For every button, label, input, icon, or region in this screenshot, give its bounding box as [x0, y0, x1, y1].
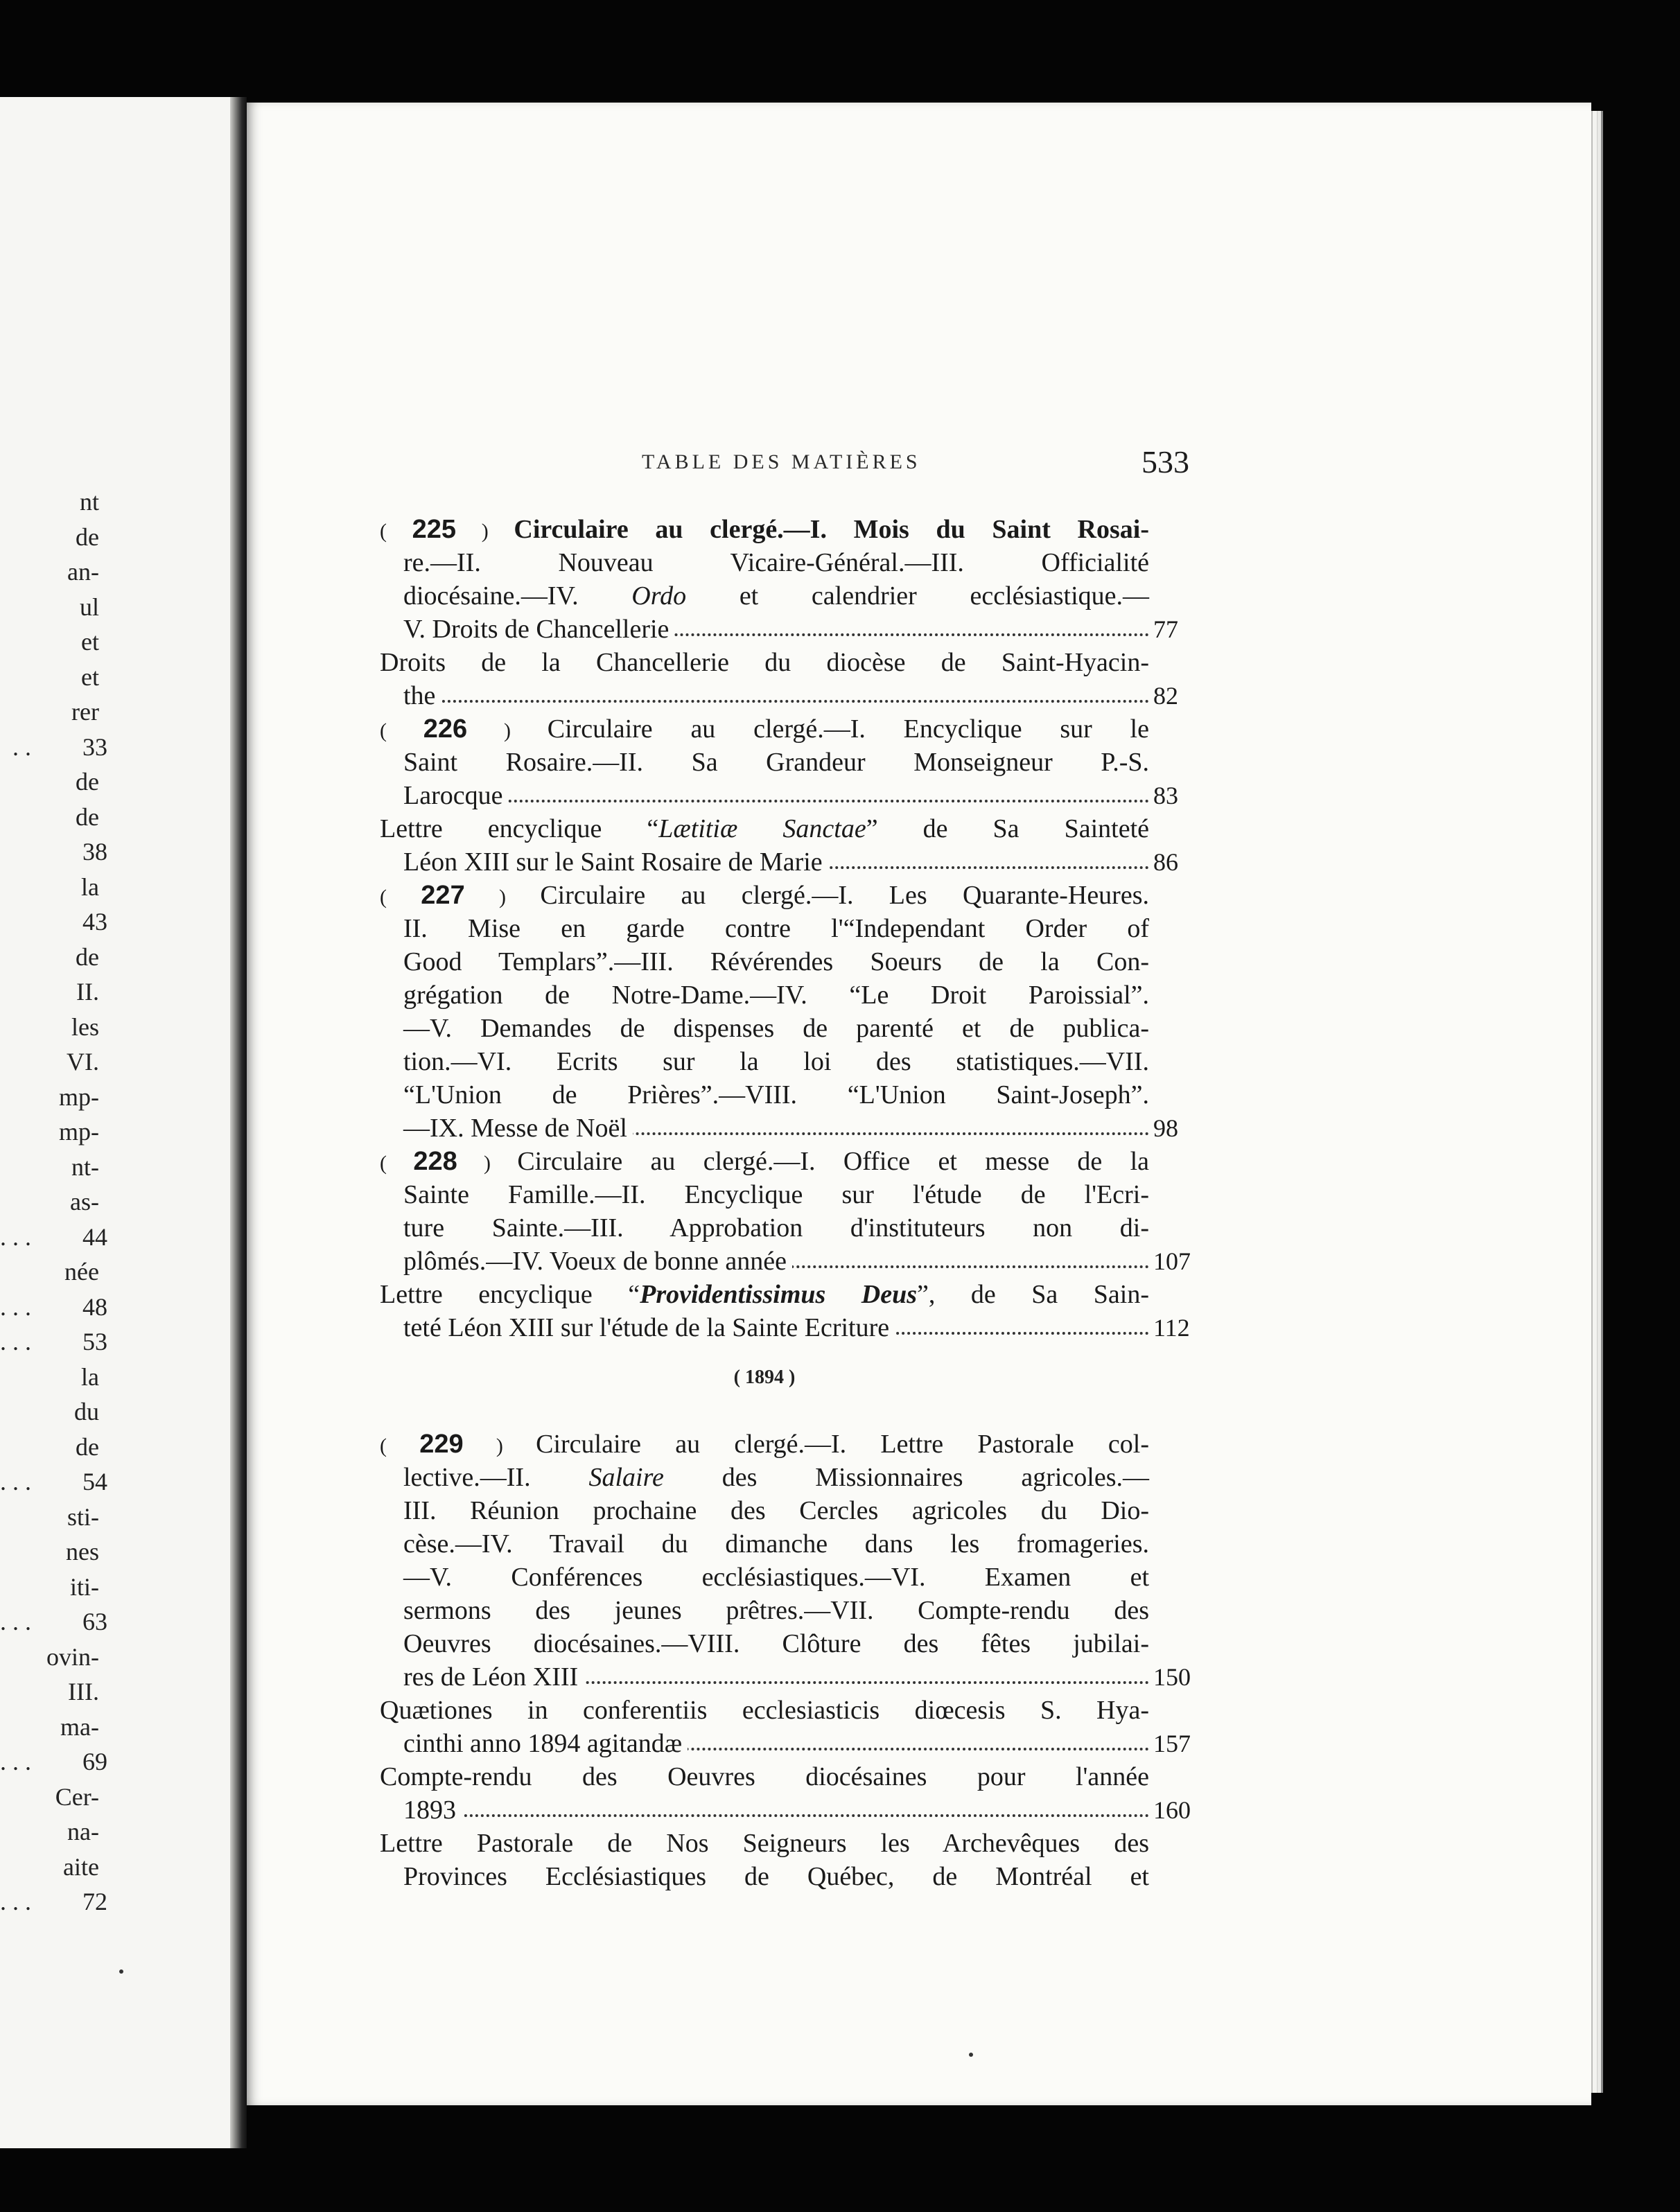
previous-page-number: 63: [82, 1608, 107, 1635]
entry-text: Circulaire au clergé.—I. Encyclique sur le: [547, 714, 1149, 744]
entry-text: Circulaire au clergé.—I. Lettre Pastorale col-: [536, 1430, 1149, 1459]
entry-text: “L'Union de Prières”.—VIII. “L'Union Saint-Joseph”.: [403, 1080, 1149, 1109]
book-gutter: [230, 97, 247, 2148]
previous-page-line: [0, 1885, 232, 1918]
previous-page-number: 54: [82, 1468, 107, 1495]
previous-page-line: [0, 1325, 232, 1358]
previous-page-line: [0, 1150, 232, 1184]
previous-page-text: . .: [12, 732, 31, 761]
previous-page-text: aite: [63, 1852, 99, 1881]
entry-italic-text: Providentissimus Deus: [640, 1280, 918, 1309]
entry-text: Lettre encyclique “: [380, 814, 659, 843]
previous-page-text: an-: [67, 558, 99, 586]
entry-text: re.—II. Nouveau Vicaire-Général.—III. Officialité: [403, 548, 1149, 577]
toc-entry-lettre-pastorale: [380, 1827, 1191, 1893]
previous-page-text: de: [76, 802, 99, 831]
entry-page-number: 86: [1153, 848, 1178, 876]
previous-page-line: [0, 1850, 232, 1884]
previous-page: [0, 97, 232, 2148]
previous-page-text: na-: [67, 1818, 99, 1845]
previous-page-text: et: [81, 628, 99, 656]
entry-page-number: 98: [1153, 1114, 1178, 1142]
previous-page-text: . . .: [0, 1292, 31, 1321]
previous-page-line: [0, 1080, 232, 1114]
previous-page-line: [0, 520, 232, 554]
previous-page-line: [0, 765, 232, 798]
previous-page-text: iti-: [70, 1572, 99, 1601]
entry-page-number: 82: [1153, 682, 1178, 710]
previous-page-line: [0, 975, 232, 1008]
circular-number: 227: [421, 881, 465, 910]
entry-text: ” de Sa Sainteté: [866, 814, 1149, 843]
entry-text: teté Léon XIII sur l'étude de la Sainte Ecriture: [403, 1313, 895, 1342]
entry-text: tion.—VI. Ecrits sur la loi des statistiques.—VII.: [403, 1047, 1149, 1076]
previous-page-number: 44: [82, 1222, 107, 1251]
previous-page-line: [0, 625, 232, 658]
previous-page-number: 69: [82, 1748, 107, 1775]
page-number: 533: [1141, 444, 1189, 480]
previous-page-line: [0, 590, 232, 624]
entry-text: Provinces Ecclésiastiques de Québec, de Montréal et: [403, 1862, 1149, 1891]
previous-page-text: ma-: [60, 1712, 99, 1741]
previous-page-text: rer: [71, 698, 99, 726]
entry-text: Circulaire au clergé.—I. Office et messe de la: [517, 1147, 1149, 1176]
entry-text: —V. Demandes de dispenses de parenté et de publica-: [403, 1014, 1149, 1043]
previous-page-text: de: [76, 1432, 99, 1461]
toc-entry-compte-rendu: [380, 1760, 1191, 1827]
previous-page-text: la: [81, 1362, 99, 1391]
entry-text: 1893: [403, 1796, 462, 1825]
previous-page-line: [0, 1430, 232, 1464]
entry-italic-text: Salaire: [588, 1463, 664, 1492]
dot-leader: [403, 700, 1149, 703]
circular-number: 225: [412, 515, 457, 544]
previous-page-line: [0, 1185, 232, 1218]
toc-entry-droits-chancellerie: [380, 646, 1191, 712]
previous-page-text: de: [76, 768, 99, 796]
entry-text: Sainte Famille.—II. Encyclique sur l'étude de l'Ecri-: [403, 1180, 1149, 1209]
entry-page-number: 160: [1153, 1796, 1191, 1824]
previous-page-line: [0, 1500, 232, 1534]
previous-page-line: [0, 1815, 232, 1848]
entry-text: Compte-rendu des Oeuvres diocésaines pour l'année: [380, 1762, 1149, 1791]
previous-page-text: . . .: [0, 1608, 31, 1635]
entry-text: Lettre Pastorale de Nos Seigneurs les Archevêques des: [380, 1829, 1149, 1858]
previous-page-text: ovin-: [46, 1642, 99, 1671]
previous-page-text: sti-: [67, 1502, 99, 1531]
entry-text: et calendrier ecclésiastique.—: [739, 581, 1150, 611]
previous-page-line: [0, 1045, 232, 1078]
previous-page-line: [0, 1675, 232, 1708]
entry-text: the: [403, 681, 441, 710]
dot-leader: [403, 1814, 1149, 1817]
entry-text: plômés.—IV. Voeux de bonne année: [403, 1247, 792, 1276]
previous-page-line: [0, 485, 232, 518]
previous-page-line: [0, 1710, 232, 1744]
previous-page-text: . . .: [0, 1748, 31, 1775]
previous-page-text: nt-: [71, 1152, 99, 1181]
previous-page-text: . . .: [0, 1328, 31, 1355]
running-title: TABLE DES MATIÈRES: [642, 450, 921, 473]
entry-text: Circulaire au clergé.—I. Les Quarante-Heures.: [540, 881, 1149, 910]
previous-page-text: II.: [76, 978, 99, 1006]
previous-page-number: 38: [82, 838, 107, 866]
previous-page-number: 48: [82, 1292, 107, 1321]
entry-text: III. Réunion prochaine des Cercles agricoles du Dio-: [403, 1496, 1149, 1525]
toc-entry-quaestiones: [380, 1694, 1191, 1760]
entry-text: —IX. Messe de Noël: [403, 1114, 633, 1143]
previous-page-line: [0, 1220, 232, 1254]
previous-page-text: née: [64, 1258, 99, 1285]
previous-page-text: III.: [68, 1678, 99, 1705]
previous-page-number: 33: [82, 732, 107, 761]
previous-page-line: [0, 1360, 232, 1394]
year-heading: ( 1894 ): [733, 1367, 796, 1388]
previous-page-line: [0, 1570, 232, 1604]
previous-page-text: nt: [79, 488, 99, 516]
previous-page-text: as-: [70, 1188, 99, 1215]
previous-page-text: la: [81, 872, 99, 901]
entry-page-number: 150: [1153, 1663, 1191, 1691]
ink-speck: [969, 2053, 973, 2057]
previous-page-number: 53: [82, 1328, 107, 1355]
previous-page-line: [0, 1535, 232, 1568]
entry-text: Droits de la Chancellerie du diocèse de Saint-Hyacin-: [380, 648, 1149, 677]
entry-text: Quætiones in conferentiis ecclesiasticis diœcesis S. Hya-: [380, 1696, 1149, 1725]
table-of-contents: [380, 513, 1191, 1893]
entry-text: ”, de Sa Sain-: [917, 1280, 1149, 1309]
previous-page-line: [0, 1640, 232, 1674]
entry-text: cèse.—IV. Travail du dimanche dans les fromageries.: [403, 1529, 1149, 1559]
previous-page-line: [0, 1115, 232, 1148]
previous-page-line: [0, 695, 232, 728]
previous-page-text: ul: [79, 592, 99, 621]
previous-page-line: [0, 1010, 232, 1044]
previous-page-text: nes: [66, 1538, 99, 1565]
previous-page-line: [0, 1395, 232, 1428]
previous-page-fragments: [0, 485, 232, 2010]
previous-page-line: [0, 835, 232, 868]
previous-page-text: mp-: [59, 1082, 99, 1111]
previous-page-text: et: [81, 662, 99, 691]
previous-page-line: [0, 730, 232, 764]
previous-page-line: [0, 1465, 232, 1498]
entry-page-number: 107: [1153, 1247, 1191, 1275]
previous-page-text: mp-: [59, 1118, 99, 1146]
previous-page-line: [0, 1605, 232, 1638]
entry-text: —V. Conférences ecclésiastiques.—VI. Examen et: [403, 1563, 1149, 1592]
entry-text: res de Léon XIII: [403, 1662, 584, 1692]
entry-text: Saint Rosaire.—II. Sa Grandeur Monseigneur P.-S.: [403, 748, 1149, 777]
entry-text: Larocque: [403, 781, 508, 810]
previous-page-line: [0, 940, 232, 974]
toc-entry-226: ( 226 ) Circulaire au clergé.—I. Encyclique sur le Saint Rosaire.—II. Sa Grandeur Monseigneur P.-S. Larocque 83: [380, 712, 1191, 812]
entry-italic-text: Ordo: [631, 581, 687, 611]
toc-entry-225: ( 225 ) Circulaire au clergé.—I. Mois du Saint Rosai- re.—II. Nouveau Vicaire-Général.—III. Officialité diocésaine.—IV. Ordo et calendrier ecclésiastique.— V. Droits de Chancellerie 77: [380, 513, 1191, 646]
previous-page-text: . . .: [0, 1468, 31, 1495]
entry-text: Good Templars”.—III. Révérendes Soeurs de la Con-: [403, 947, 1149, 976]
entry-page-number: 77: [1153, 615, 1178, 643]
toc-entry-providentissimus-deus: [380, 1278, 1191, 1344]
toc-entry-227: ( 227 ) Circulaire au clergé.—I. Les Quarante-Heures. II. Mise en garde contre l'“Independant Order of Good Templars”.—III. Révérendes Soeurs de la Con- grégation de Notre-Dame.—IV. “Le Droit Paroissial”. —V. Demandes de dispenses de parenté et de publica- tion.—VI. Ecrits sur la loi des statistiques.—VII. “L'Union de Prières”.—VIII. “L'Union Saint-Joseph”. —IX. Messe de Noël 98: [380, 879, 1191, 1145]
previous-page-number: 43: [82, 908, 107, 936]
previous-page-text: du: [74, 1398, 99, 1425]
entry-text: grégation de Notre-Dame.—IV. “Le Droit Paroissial”.: [403, 981, 1149, 1010]
entry-text: diocésaine.—IV.: [403, 581, 579, 611]
entry-text: Lettre encyclique “: [380, 1280, 640, 1309]
toc-entry-229: ( 229 ) Circulaire au clergé.—I. Lettre Pastorale col- lective.—II. Salaire des Missionnaires agricoles.— III. Réunion prochaine des Cercles agricoles du Dio- cèse.—IV. Travail du dimanche dans les fromageries. —V. Conférences ecclésiastiques.—VI. Examen et sermons des jeunes prêtres.—VII. Compte-rendu des Oeuvres diocésaines.—VIII. Clôture des fêtes jubilai- res de Léon XIII 150: [380, 1428, 1191, 1694]
running-head: [378, 444, 1189, 485]
toc-entry-228: ( 228 ) Circulaire au clergé.—I. Office et messe de la Sainte Famille.—II. Encyclique sur l'étude de l'Ecri- ture Sainte.—III. Approbation d'instituteurs non di- plômés.—IV. Voeux de bonne année 107: [380, 1145, 1191, 1278]
previous-page-text: de: [76, 942, 99, 971]
entry-page-number: 112: [1153, 1314, 1190, 1342]
previous-page-line: [0, 1745, 232, 1778]
circular-number: 229: [419, 1430, 464, 1459]
circular-number: 228: [413, 1147, 457, 1176]
ink-speck: [119, 1969, 123, 1974]
entry-text: Oeuvres diocésaines.—VIII. Clôture des fêtes jubilai-: [403, 1629, 1149, 1658]
previous-page-text: de: [76, 523, 99, 551]
previous-page-text: Cer-: [55, 1782, 99, 1811]
previous-page-text: . . .: [0, 1888, 31, 1915]
entry-page-number: 83: [1153, 782, 1178, 809]
previous-page-text: . . .: [0, 1222, 31, 1251]
entry-text: cinthi anno 1894 agitandæ: [403, 1729, 688, 1758]
entry-page-number: 157: [1153, 1730, 1191, 1757]
previous-page-line: [0, 870, 232, 904]
previous-page-line: [0, 800, 232, 834]
dot-leader: [403, 800, 1149, 802]
previous-page-number: 72: [82, 1888, 107, 1915]
previous-page-line: [0, 1780, 232, 1814]
entry-text: II. Mise en garde contre l'“Independant Order of: [403, 914, 1149, 943]
entry-text: V. Droits de Chancellerie: [403, 615, 674, 644]
entry-text: Circulaire au clergé.—I. Mois du Saint Rosai-: [514, 515, 1149, 544]
previous-page-line: [0, 905, 232, 938]
entry-text: des Missionnaires agricoles.—: [721, 1463, 1150, 1492]
previous-page-line: [0, 555, 232, 588]
previous-page-text: les: [71, 1012, 99, 1041]
entry-text: lective.—II.: [403, 1463, 531, 1492]
previous-page-line: [0, 660, 232, 694]
previous-page-line: [0, 1255, 232, 1288]
entry-text: sermons des jeunes prêtres.—VII. Compte-rendu des: [403, 1596, 1149, 1625]
circular-number: 226: [423, 714, 468, 744]
previous-page-line: [0, 1290, 232, 1324]
entry-text: ture Sainte.—III. Approbation d'instituteurs non di-: [403, 1213, 1149, 1243]
entry-italic-text: Lætitiæ Sanctae: [658, 814, 866, 843]
entry-text: Léon XIII sur le Saint Rosaire de Marie: [403, 848, 828, 877]
toc-entry-laetitiae-sanctae: [380, 812, 1191, 879]
previous-page-text: VI.: [67, 1048, 99, 1076]
